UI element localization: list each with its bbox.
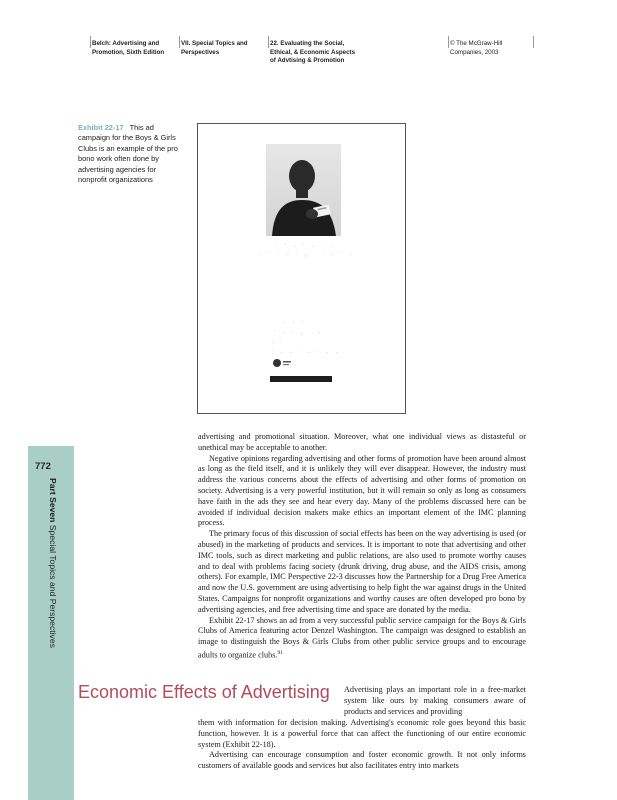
ad-copy-text: ˙ · · ˙ · ˙ · ·	[272, 350, 341, 356]
exhibit-caption-text: This ad campaign for the Boys & Girls Clubs is an example of the pro bono work often done by advertising agencies for nonprofit organizations	[78, 123, 178, 185]
ad-copy-text: ˙ · · , ·	[274, 330, 324, 336]
header-part: VII. Special Topics and Perspectives	[181, 40, 248, 56]
header-rule	[90, 36, 91, 48]
exhibit-ad-image	[197, 123, 406, 414]
section-body	[198, 718, 526, 772]
header-book-title: Belch: Advertising and Promotion, Sixth Edition	[92, 40, 165, 56]
exhibit-caption	[78, 123, 186, 185]
ad-copy-text: · ˙	[272, 340, 286, 346]
ad-copy-text: · · ˙	[284, 320, 307, 326]
part-title: Special Topics and Perspectives	[48, 524, 58, 648]
page-number: 772	[35, 461, 51, 472]
paragraph: The primary focus of this discussion of social effects has been on the way advertising is used (or abused) in the marketing of products and services. It is important to note that advertising and other IMC tools, such as direct marketing and public relations, are also used to promote worthy causes and to deal with problems facing society (drunk driving, drug abuse, and the AIDS crisis, among others). For example, IMC Perspective 22-3 discusses how the Partnership for a Drug Free America and now the U.S. government are using advertising to help fight the war against drugs in the United States. Campaigns for nonprofit organizations and worthy causes are often developed pro bono by advertising agencies, and free advertising time and space are donated by the media.	[198, 529, 526, 614]
body-text	[198, 432, 526, 661]
paragraph-text: Exhibit 22-17 shows an ad from a very successful public service campaign for the Boys & Girls Clubs of America featuring actor Denzel Washington. The campaign was designed to establish an image to distinguish the Boys & Girls Clubs from other public service groups and to encourage adults to organize clubs.	[198, 615, 526, 660]
paragraph: advertising and promotional situation. Moreover, what one individual views as distasteful or unethical may be acceptable to another.	[198, 432, 526, 452]
section-intro	[344, 685, 526, 717]
header-rule	[179, 36, 180, 48]
paragraph: Advertising plays an important role in a free-market system like ours by making consumers aware of products and services and providing	[344, 685, 526, 716]
header-rule	[448, 36, 449, 48]
ad-banner-bar	[270, 376, 332, 382]
paragraph: Negative opinions regarding advertising and other forms of promotion have been around almost as long as the field itself, and it is unlikely they will ever disappear. However, the industry must address the various concerns about the effects of advertising and other forms of promotion on society. Advertising is a very powerful institution, but it will remain so only as long as consumers have faith in the ads they see and hear every day. Many of the problems discussed here can be avoided if individual decision makers make ethics an important element of the IMC planning process.	[198, 453, 526, 528]
header-chapter: 22. Evaluating the Social, Ethical, & Economic Aspects of Advtising & Promotion	[270, 40, 356, 65]
section-heading: Economic Effects of Advertising	[78, 682, 330, 702]
header-rule	[268, 36, 269, 48]
logo-icon	[272, 358, 292, 368]
paragraph	[198, 616, 526, 662]
ad-copy-text: ˙ ʾ · ˙ · ˙ ·	[276, 244, 335, 250]
paragraph: them with information for decision making. Advertising's economic role goes beyond this basic function, however. It is a powerful force that can affect the functioning of our entire economic system (Exhibit 22-18).	[198, 718, 526, 749]
header-copyright: © The McGraw-Hill Companies, 2003	[450, 40, 503, 56]
footnote-ref: 91	[277, 649, 283, 656]
exhibit-label: Exhibit 22-17	[78, 123, 124, 132]
header-rule	[533, 36, 534, 48]
paragraph: Advertising can encourage consumption and foster economic growth. It not only informs customers of available goods and services but also facilitates entry into markets	[198, 750, 526, 771]
part-name: Part Seven	[48, 478, 58, 523]
ad-copy-text: · ˙ ˙ · ˙ , ˙ · ˙ ·	[260, 252, 355, 258]
part-label	[48, 478, 58, 648]
portrait-photo	[266, 144, 341, 236]
